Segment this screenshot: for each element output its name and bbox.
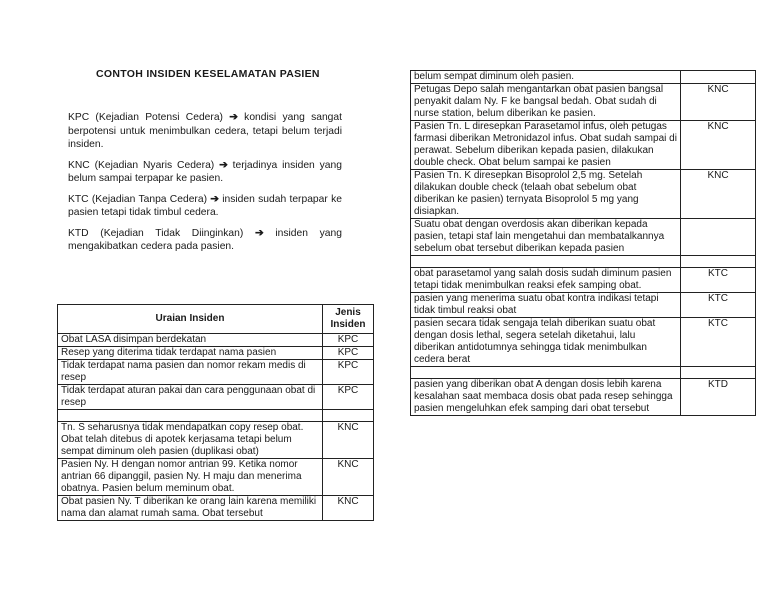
incident-type: KNC: [323, 459, 374, 496]
table-row: [411, 379, 756, 416]
definition-ktc: KTC (Kejadian Tanpa Cedera) ➔ insiden sudah terpapar ke pasien tetapi tidak timbul cedera.: [68, 193, 342, 218]
table-row: [411, 293, 756, 318]
incident-desc: Petugas Depo salah mengantarkan obat pasien bangsal penyakit dalam Ny. F ke bangsal bedah. Obat sudah di nurse station, belum diberikan ke pasien.: [411, 84, 681, 121]
incident-table-left: [57, 304, 374, 521]
incident-desc: Pasien Tn. K diresepkan Bisoprolol 2,5 mg. Setelah dilakukan double check (telaah obat sebelum obat diberikan ke pasien) ternyata Bisoprolol 5 mg yang disiapkan.: [411, 170, 681, 219]
incident-type: KTD: [681, 379, 756, 416]
table-row: [411, 268, 756, 293]
definition-kpc: KPC (Kejadian Potensi Cedera) ➔ kondisi yang sangat berpotensi untuk menimbulkan cedera, tetapi belum terjadi insiden.: [68, 112, 342, 150]
table-row: [58, 334, 374, 347]
table-row: [411, 71, 756, 84]
table-row: [58, 422, 374, 459]
incident-desc: Pasien Tn. L diresepkan Parasetamol infus, oleh petugas farmasi diberikan Metronidazol infus. Obat sudah sampai di perawat. Sebelum diberikan kepada pasien, dilakukan double check. Obat belum sampai ke pasien: [411, 121, 681, 170]
arrow-icon: ➔: [255, 227, 264, 239]
table-row: [58, 496, 374, 521]
incident-type: [681, 71, 756, 84]
table-row-empty: [411, 367, 756, 379]
incident-desc: belum sempat diminum oleh pasien.: [411, 71, 681, 84]
table-row-empty: [58, 410, 374, 422]
incident-desc: Resep yang diterima tidak terdapat nama pasien: [58, 347, 323, 360]
incident-table-right: [410, 70, 756, 416]
header-uraian-insiden: Uraian Insiden: [58, 305, 323, 334]
table-row: [58, 360, 374, 385]
incident-desc: obat parasetamol yang salah dosis sudah diminum pasien tetapi tidak menimbulkan reaksi efek samping obat.: [411, 268, 681, 293]
table-row: [58, 347, 374, 360]
table-row: [411, 318, 756, 367]
incident-desc: Obat pasien Ny. T diberikan ke orang lain karena memiliki nama dan alamat rumah sama. Obat tersebut: [58, 496, 323, 521]
incident-type: KTC: [681, 293, 756, 318]
incident-desc: Tidak terdapat aturan pakai dan cara penggunaan obat di resep: [58, 385, 323, 410]
incident-type: KTC: [681, 268, 756, 293]
incident-type: [681, 219, 756, 256]
incident-desc: pasien yang diberikan obat A dengan dosis lebih karena kesalahan saat membaca dosis obat pada resep sehingga pasien mengeluhkan efek samping dari obat tersebut: [411, 379, 681, 416]
arrow-icon: ➔: [210, 193, 219, 205]
table-header-row: [58, 305, 374, 334]
incident-desc: Tidak terdapat nama pasien dan nomor rekam medis di resep: [58, 360, 323, 385]
incident-desc: pasien secara tidak sengaja telah diberikan suatu obat dengan dosis lethal, segera setelah diketahui, lalu diberikan antidotumnya sehingga tidak menimbulkan cedera berat: [411, 318, 681, 367]
incident-type: KPC: [323, 385, 374, 410]
incident-desc: Pasien Ny. H dengan nomor antrian 99. Ketika nomor antrian 66 dipanggil, pasien Ny. H maju dan menerima obatnya. Pasien belum meminum obat.: [58, 459, 323, 496]
incident-type: KNC: [323, 422, 374, 459]
incident-type: KPC: [323, 360, 374, 385]
table-row: [411, 170, 756, 219]
incident-type: KNC: [681, 84, 756, 121]
incident-type: KPC: [323, 334, 374, 347]
incident-desc: Tn. S seharusnya tidak mendapatkan copy resep obat. Obat telah ditebus di apotek kerjasama tetapi belum sempat diminum oleh pasien (duplikasi obat): [58, 422, 323, 459]
header-jenis-insiden: Jenis Insiden: [323, 305, 374, 334]
table-row: [411, 84, 756, 121]
incident-desc: pasien yang menerima suatu obat kontra indikasi tetapi tidak timbul reaksi obat: [411, 293, 681, 318]
table-row: [411, 121, 756, 170]
definition-ktd: KTD (Kejadian Tidak Diinginkan) ➔ insiden yang mengakibatkan cedera pada pasien.: [68, 227, 342, 252]
incident-desc: Obat LASA disimpan berdekatan: [58, 334, 323, 347]
table-row: [58, 459, 374, 496]
table-row-empty: [411, 256, 756, 268]
incident-type: KNC: [681, 170, 756, 219]
incident-type: KNC: [323, 496, 374, 521]
incident-type: KTC: [681, 318, 756, 367]
page-title: CONTOH INSIDEN KESELAMATAN PASIEN: [96, 68, 320, 80]
arrow-icon: ➔: [229, 112, 238, 123]
incident-type: KPC: [323, 347, 374, 360]
definition-knc: KNC (Kejadian Nyaris Cedera) ➔ terjadinya insiden yang belum sampai terpapar ke pasien.: [68, 159, 342, 184]
table-row: [58, 385, 374, 410]
incident-desc: Suatu obat dengan overdosis akan diberikan kepada pasien, tetapi staf lain mengetahui dan membatalkannya sebelum obat tersebut diberikan kepada pasien: [411, 219, 681, 256]
table-row: [411, 219, 756, 256]
incident-type: KNC: [681, 121, 756, 170]
definitions: [68, 111, 342, 261]
arrow-icon: ➔: [219, 159, 228, 171]
